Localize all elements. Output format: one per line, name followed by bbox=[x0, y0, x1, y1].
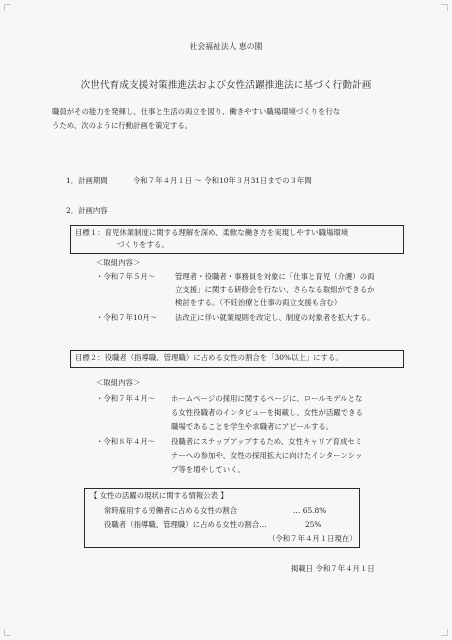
goal-1-item-2-date: ・令和７年10月～ bbox=[96, 313, 158, 322]
goal-1-item-1-line-2: 立支援」に関する研修会を行ない、さらなる取組ができるか bbox=[175, 285, 375, 294]
info-heading: 【 女性の活躍の現状に関する情報公表 】 bbox=[90, 491, 228, 500]
goal-2-item-1-line-3: 職場であることを学生や求職者にアピールする。 bbox=[171, 422, 334, 431]
crop-mark bbox=[441, 4, 448, 11]
intro-line-1: 職員がその能力を発揮し、仕事と生活の両立を図り、働きやすい職場環境づくりを行な bbox=[52, 107, 341, 116]
goal-2-line-1: 目標２：役職者（指導職、管理職）に占める女性の割合を「30%以上」にする。 bbox=[75, 353, 343, 362]
info-row-1-value: … 65.8% bbox=[293, 506, 327, 515]
organization-name: 社会福祉法人 恵の園 bbox=[189, 42, 263, 51]
goal-1-item-1-date: ・令和７年５月～ bbox=[96, 272, 156, 281]
goal-2-item-2-line-2: ナーへの参加や、女性の採用拡大に向けたインターンシッ bbox=[171, 451, 363, 460]
goal-1-item-1-line-1: 管理者・役職者・事務員を対象に「仕事と育児（介護）の両 bbox=[175, 272, 375, 281]
crop-mark bbox=[4, 4, 11, 11]
intro-line-2: うため、次のように行動計画を策定する。 bbox=[52, 121, 193, 130]
info-row-1-label: 常時雇用する労働者に占める女性の割合 bbox=[104, 506, 238, 515]
goal-1-item-2-line-1: 法改正に伴い就業規則を改定し、制度の対象者を拡大する。 bbox=[175, 313, 375, 322]
document-title: 次世代育成支援対策推進法および女性活躍推進法に基づく行動計画 bbox=[80, 80, 372, 91]
period-text: 令和７年４月１日 ～ 令和10年３月31日までの３年間 bbox=[133, 176, 312, 185]
goal-1-line-2: づくりをする。 bbox=[117, 240, 169, 249]
goal-1-item-1-line-3: 検討をする。（不妊治療と仕事の両立支援も含む） bbox=[175, 298, 342, 307]
info-row-2-label: 役職者（指導職、管理職）に占める女性の割合… bbox=[104, 520, 267, 529]
goal-2-item-1-line-2: る女性役職者のインタビューを掲載し、女性が活躍できる bbox=[171, 408, 363, 417]
goal-2-item-2-date: ・令和８年４月～ bbox=[96, 437, 156, 446]
goal-2-item-1-line-1: ホームページの採用に関するページに、ロールモデルとな bbox=[171, 394, 363, 403]
goal-1-line-1: 目標１：育児休業制度に関する理解を深め、柔軟な働き方を実現しやすい職場環境 bbox=[75, 228, 349, 237]
goal-2-item-2-line-3: プ等を増やしていく。 bbox=[171, 465, 245, 474]
info-as-of-date: （令和７年４月１日現在） bbox=[268, 534, 357, 543]
goal-2-item-2-line-1: 役職者にステップアップするため、女性キャリア育成セミ bbox=[171, 437, 363, 446]
crop-mark bbox=[441, 629, 448, 636]
goal-2-item-1-date: ・令和７年４月～ bbox=[96, 394, 156, 403]
goal-2-contents-label: ＜取組内容＞ bbox=[96, 378, 141, 387]
period-label: 1．計画期間 bbox=[66, 176, 108, 185]
posted-date: 掲載日 令和７年４月１日 bbox=[291, 564, 375, 573]
crop-mark bbox=[4, 629, 11, 636]
info-row-2-value: 25% bbox=[305, 520, 322, 529]
goal-1-contents-label: ＜取組内容＞ bbox=[96, 258, 141, 267]
contents-label: 2．計画内容 bbox=[66, 206, 108, 215]
